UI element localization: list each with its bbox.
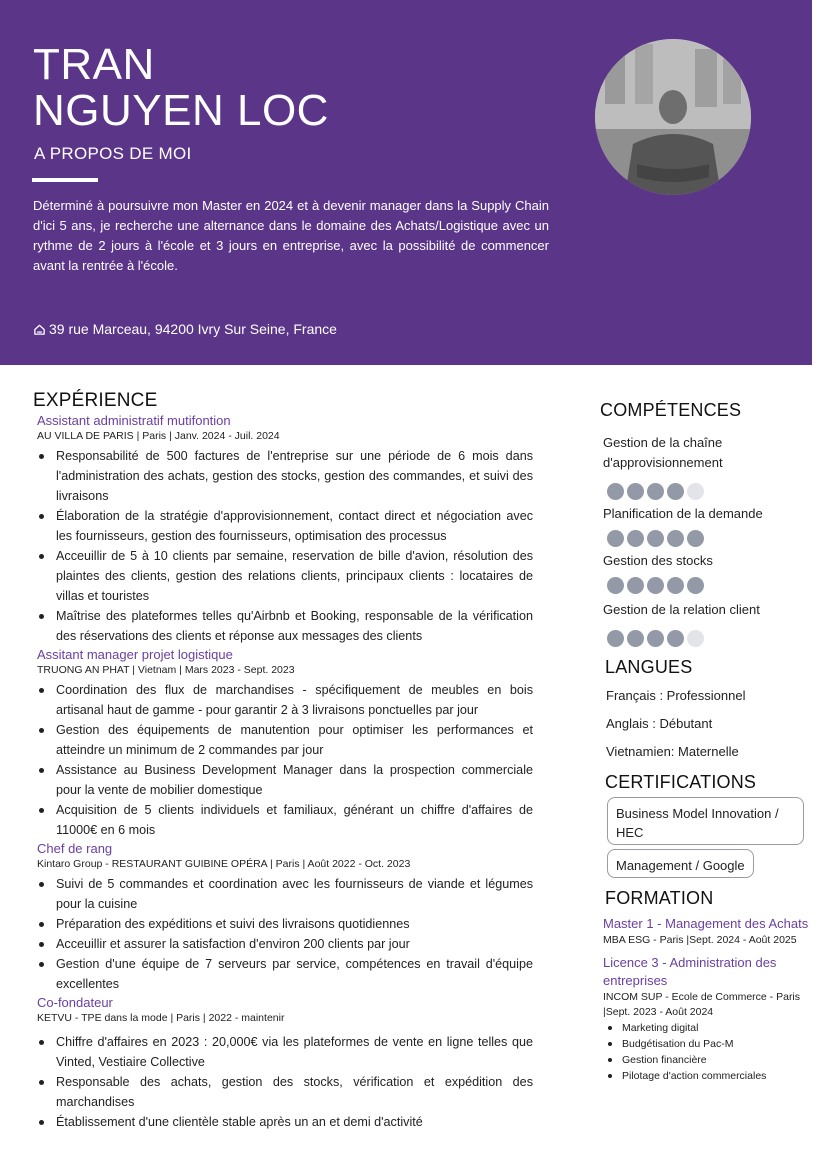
education-bullet: Pilotage d'action commerciales	[600, 1068, 825, 1084]
education-bullet: Marketing digital	[600, 1020, 825, 1036]
rating-dot-filled	[607, 530, 624, 547]
rating-dot-filled	[667, 630, 684, 647]
rating-dot-empty	[687, 630, 704, 647]
skills-section	[600, 400, 825, 647]
job-meta: AU VILLA DE PARIS | Paris | Janv. 2024 - Juil. 2024	[37, 430, 280, 442]
job-bullet: Établissement d'une clientèle stable après un an et demi d'activité	[33, 1112, 533, 1132]
rating-dot-filled	[627, 483, 644, 500]
job-entry	[33, 840, 533, 994]
language-item: Vietnamien: Maternelle	[606, 744, 739, 759]
job-title: Co-fondateur	[37, 995, 113, 1010]
education-meta: INCOM SUP - Ecole de Commerce - Paris |Sept. 2023 - Août 2024	[603, 991, 801, 1018]
skills-title: COMPÉTENCES	[600, 400, 742, 420]
education-title-item: Licence 3 - Administration des entreprises	[603, 955, 777, 988]
job-entry	[33, 412, 533, 646]
job-title: Chef de rang	[37, 841, 113, 856]
rating-dot-filled	[627, 577, 644, 594]
certifications-section	[600, 772, 825, 878]
education-bullet: Budgétisation du Pac-M	[600, 1036, 825, 1052]
header-banner	[0, 0, 812, 365]
certification-badge: Management / Google	[607, 849, 754, 878]
name-line-1: TRAN	[33, 40, 155, 89]
rating-dot-filled	[667, 483, 684, 500]
job-meta: Kintaro Group - RESTAURANT GUIBINE OPÉRA | Paris | Août 2022 - Oct. 2023	[37, 858, 411, 870]
skill-label: Gestion de la relation client	[603, 602, 760, 617]
education-meta: MBA ESG - Paris |Sept. 2024 - Août 2025	[603, 934, 797, 946]
education-bullet: Gestion financière	[600, 1052, 825, 1068]
rating-dot-filled	[667, 577, 684, 594]
education-section	[600, 888, 825, 1084]
job-bullet: Acceuillir de 5 à 10 clients par semaine, reservation de bille d'avion, résolution des plaintes des clients, gestion des relations clients, principaux clients : locataires de villas et touristes	[33, 546, 533, 606]
skill-label: Planification de la demande	[603, 506, 763, 521]
skill-rating	[600, 530, 825, 547]
rating-dot-filled	[607, 483, 624, 500]
job-entry	[33, 646, 533, 840]
rating-dot-filled	[667, 530, 684, 547]
job-entry	[33, 994, 533, 1132]
rating-dot-filled	[607, 577, 624, 594]
job-bullet: Élaboration de la stratégie d'approvisionnement, contact direct et négociation avec les fournisseurs, gestion des fournisseurs, optimisation des processus	[33, 506, 533, 546]
rating-dot-filled	[627, 530, 644, 547]
job-bullets	[33, 680, 533, 840]
skill-rating	[600, 483, 825, 500]
job-bullet: Suivi de 5 commandes et coordination avec les fournisseurs de viande et légumes pour la cuisine	[33, 874, 533, 914]
experience-section	[33, 390, 533, 1132]
sidebar	[600, 400, 825, 1084]
job-title: Assistant administratif mutifontion	[37, 413, 231, 428]
about-divider	[32, 178, 98, 182]
rating-dot-filled	[607, 630, 624, 647]
name-line-2: NGUYEN LOC	[33, 86, 329, 135]
rating-dot-filled	[627, 630, 644, 647]
skill-rating	[600, 577, 825, 594]
certification-badge: Business Model Innovation / HEC	[607, 797, 804, 845]
job-title: Assitant manager projet logistique	[37, 647, 233, 662]
job-bullet: Assistance au Business Development Manager dans la prospection commerciale pour la vente de mobilier domestique	[33, 760, 533, 800]
rating-dot-filled	[687, 577, 704, 594]
job-bullets	[33, 1032, 533, 1132]
job-bullet: Responsable des achats, gestion des stocks, vérification et expédition des marchandises	[33, 1072, 533, 1112]
rating-dot-filled	[647, 630, 664, 647]
languages-title: LANGUES	[605, 657, 693, 677]
language-item: Anglais : Débutant	[606, 716, 713, 731]
about-text: Déterminé à poursuivre mon Master en 2024 et à devenir manager dans la Supply Chain d'ici 5 ans, je recherche une alternance dans le domaine des Achats/Logistique avec un rythme de 2 jours à l'école et 3 jours en entreprise, avec la possibilité de commencer avant la rentrée à l'école.	[33, 198, 549, 273]
rating-dot-filled	[687, 530, 704, 547]
job-bullet: Responsabilité de 500 factures de l'entreprise sur une période de 6 mois dans l'administration des achats, gestion des stocks, gestion des commandes, et suivi des livraisons	[33, 446, 533, 506]
job-bullet: Acquisition de 5 clients individuels et familiaux, générant un chiffre d'affaires de 11000€ en 6 mois	[33, 800, 533, 840]
job-bullet: Gestion des équipements de manutention pour optimiser les performances et atteindre un minimum de 2 commandes par jour	[33, 720, 533, 760]
job-bullet: Gestion d'une équipe de 7 serveurs par service, compétences en travail d'équipe excellentes	[33, 954, 533, 994]
skill-label: Gestion de la chaîne d'approvisionnement	[603, 435, 723, 470]
address-text: 39 rue Marceau, 94200 Ivry Sur Seine, France	[49, 321, 337, 337]
education-bullets	[600, 1020, 825, 1084]
language-item: Français : Professionnel	[606, 688, 746, 703]
profile-photo	[595, 39, 751, 195]
skill-rating	[600, 630, 825, 647]
rating-dot-filled	[647, 577, 664, 594]
rating-dot-filled	[647, 530, 664, 547]
job-bullet: Acceuillir et assurer la satisfaction d'environ 200 clients par jour	[33, 934, 533, 954]
job-bullet: Chiffre d'affaires en 2023 : 20,000€ via les plateformes de vente en ligne telles que Vinted, Vestiaire Collective	[33, 1032, 533, 1072]
education-title-item: Master 1 - Management des Achats	[603, 916, 809, 931]
home-icon	[33, 323, 46, 336]
about-title: A PROPOS DE MOI	[34, 144, 192, 163]
skill-label: Gestion des stocks	[603, 553, 713, 568]
candidate-name	[33, 42, 329, 134]
rating-dot-empty	[687, 483, 704, 500]
address	[33, 321, 337, 337]
job-bullets	[33, 446, 533, 646]
job-bullets	[33, 874, 533, 994]
certifications-title: CERTIFICATIONS	[605, 772, 757, 792]
education-title: FORMATION	[605, 888, 714, 908]
languages-section	[600, 657, 825, 766]
experience-title: EXPÉRIENCE	[33, 390, 158, 411]
rating-dot-filled	[647, 483, 664, 500]
job-bullet: Préparation des expéditions et suivi des livraisons quotidiennes	[33, 914, 533, 934]
job-bullet: Coordination des flux de marchandises - spécifiquement de meubles en bois artisanal haut de gamme - pour garantir 2 à 3 livraisons ponctuelles par jour	[33, 680, 533, 720]
job-bullet: Maîtrise des plateformes telles qu'Airbnb et Booking, responsable de la vérification des réservations des clients et réponse aux messages des clients	[33, 606, 533, 646]
job-meta: TRUONG AN PHAT | Vietnam | Mars 2023 - Sept. 2023	[37, 664, 295, 676]
job-meta: KETVU - TPE dans la mode | Paris | 2022 - maintenir	[37, 1012, 285, 1024]
